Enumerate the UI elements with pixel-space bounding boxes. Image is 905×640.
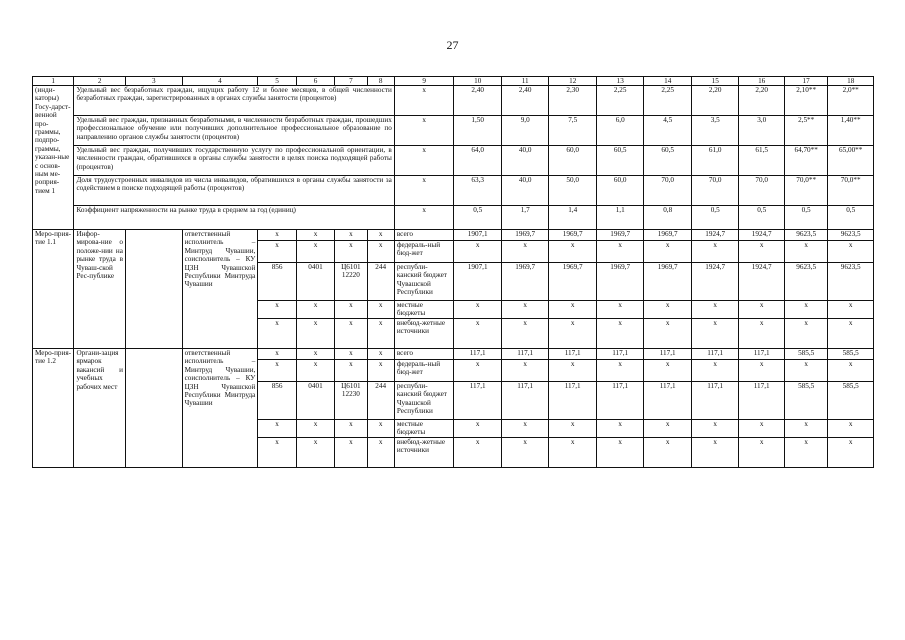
indicator-value: 63,3	[454, 176, 502, 206]
funding-value: 117,1	[691, 349, 739, 360]
budget-code: x	[367, 420, 394, 438]
budget-code: x	[335, 360, 367, 382]
funding-value: 9623,5	[784, 263, 827, 301]
funding-value: 117,1	[549, 382, 597, 420]
indicator-value: 70,0**	[828, 176, 874, 206]
indicator-value: 70,0**	[784, 176, 827, 206]
indicator-row	[33, 86, 874, 116]
indicator-value: 40,0	[501, 146, 549, 176]
funding-value: 1969,7	[549, 230, 597, 241]
indicator-value: 61,0	[691, 146, 739, 176]
measure-executor: ответственный исполнитель – Минтруд Чувашии, соисполнитель – КУ ЦЗН Чувашской Республики Минтруда Чувашии	[182, 230, 258, 349]
funding-value: x	[828, 438, 874, 468]
funding-value: 585,5	[828, 349, 874, 360]
funding-value: x	[454, 241, 502, 263]
funding-value: 9623,5	[828, 263, 874, 301]
indicator-value: 4,5	[644, 116, 692, 146]
indicator-text: Удельный вес граждан, признанных безработными, в численности безработных граждан, прошедших профессиональное обучение или получивших дополнительное профессиональное образование по направлению органов службы занятости (процентов)	[74, 116, 394, 146]
funding-value: x	[644, 319, 692, 349]
funding-value: x	[739, 301, 784, 319]
funding-value: x	[644, 241, 692, 263]
funding-value: x	[691, 360, 739, 382]
funding-source: республи-канский бюджет Чувашской Республики	[394, 263, 454, 301]
indicator-value: 2,40	[454, 86, 502, 116]
indicator-value: 1,7	[501, 206, 549, 230]
header-cell-14: 14	[644, 77, 692, 86]
funding-value: 1907,1	[454, 263, 502, 301]
measure-empty-cell	[125, 349, 182, 468]
indicator-value: 70,0	[739, 176, 784, 206]
indicator-row	[33, 116, 874, 146]
indicator-value: 0,8	[644, 206, 692, 230]
funding-value: 117,1	[549, 349, 597, 360]
indicator-value: 2,20	[691, 86, 739, 116]
budget-code: x	[258, 438, 296, 468]
measure-row	[33, 230, 874, 241]
indicator-value: 60,5	[644, 146, 692, 176]
budget-code: x	[367, 349, 394, 360]
budget-code: x	[335, 319, 367, 349]
funding-value: x	[691, 319, 739, 349]
budget-code: Ц6101 12230	[335, 382, 367, 420]
budget-code: Ц6101 12220	[335, 263, 367, 301]
budget-code: x	[367, 319, 394, 349]
funding-value: x	[644, 301, 692, 319]
header-cell-12: 12	[549, 77, 597, 86]
indicator-value: 2,25	[644, 86, 692, 116]
funding-value: x	[828, 319, 874, 349]
budget-code: 0401	[296, 263, 334, 301]
funding-value: 117,1	[644, 349, 692, 360]
budget-code: x	[258, 230, 296, 241]
indicator-text: Удельный вес граждан, получивших государственную услугу по профессиональной ориентации, в численности граждан, обратившихся в органы службы занятости в целях поиска подходящей работы (процентов)	[74, 146, 394, 176]
budget-code: 856	[258, 382, 296, 420]
funding-value: 117,1	[454, 349, 502, 360]
indicator-value: 50,0	[549, 176, 597, 206]
funding-value: 1969,7	[596, 230, 644, 241]
funding-value: 1924,7	[691, 230, 739, 241]
budget-code: 0401	[296, 382, 334, 420]
measure-label: Меро-прия-тие 1.2	[33, 349, 74, 468]
budget-code: x	[367, 438, 394, 468]
indicator-value: 2,0**	[828, 86, 874, 116]
indicator-value: 60,0	[596, 176, 644, 206]
budget-code: x	[367, 230, 394, 241]
indicator-value: 2,30	[549, 86, 597, 116]
indicator-value: 65,00**	[828, 146, 874, 176]
header-cell-10: 10	[454, 77, 502, 86]
funding-value: 9623,5	[828, 230, 874, 241]
indicator-value: 0,5	[691, 206, 739, 230]
indicator-value: 61,5	[739, 146, 784, 176]
budget-code: 856	[258, 263, 296, 301]
budget-code: x	[296, 241, 334, 263]
funding-value: x	[828, 241, 874, 263]
header-cell-6: 6	[296, 77, 334, 86]
funding-value: 117,1	[739, 382, 784, 420]
funding-source: федераль-ный бюд-жет	[394, 360, 454, 382]
indicator-value: 3,5	[691, 116, 739, 146]
header-cell-11: 11	[501, 77, 549, 86]
funding-value: x	[454, 319, 502, 349]
indicators-label: (инди-каторы) Госу-дарст-венной про-граммы, подпро-граммы, указан-ные с основ-ным ме-роприя-тием 1	[33, 86, 74, 230]
funding-value: x	[739, 241, 784, 263]
indicator-value: 2,40	[501, 86, 549, 116]
funding-value: 585,5	[828, 382, 874, 420]
budget-code: x	[296, 438, 334, 468]
measure-executor: ответственный исполнитель – Минтруд Чувашии, соисполнитель – КУ ЦЗН Чувашской Республики Минтруда Чувашии	[182, 349, 258, 468]
measure-row	[33, 349, 874, 360]
program-table	[32, 76, 874, 468]
indicator-unit: x	[394, 206, 454, 230]
funding-value: 117,1	[644, 382, 692, 420]
budget-code: x	[258, 420, 296, 438]
funding-value: x	[549, 241, 597, 263]
budget-code: x	[367, 301, 394, 319]
indicator-unit: x	[394, 116, 454, 146]
indicator-value: 60,5	[596, 146, 644, 176]
budget-code: x	[335, 438, 367, 468]
funding-value: x	[549, 301, 597, 319]
funding-value: x	[596, 319, 644, 349]
funding-value: x	[596, 420, 644, 438]
indicator-row	[33, 146, 874, 176]
indicator-value: 70,0	[644, 176, 692, 206]
funding-source: республи-канский бюджет Чувашской Республики	[394, 382, 454, 420]
indicator-value: 1,50	[454, 116, 502, 146]
measure-name: Инфор-мирова-ние о положе-нии на рынке труда в Чуваш-ской Рес-публике	[74, 230, 126, 349]
funding-value: 1969,7	[596, 263, 644, 301]
budget-code: x	[258, 349, 296, 360]
funding-value: x	[596, 301, 644, 319]
funding-value: x	[454, 301, 502, 319]
funding-value: 1924,7	[691, 263, 739, 301]
funding-value: 1969,7	[501, 230, 549, 241]
funding-value: 117,1	[501, 382, 549, 420]
funding-value: x	[501, 420, 549, 438]
indicator-text: Удельный вес безработных граждан, ищущих работу 12 и более месяцев, в общей численности безработных граждан, зарегистрированных в органах службы занятости (процентов)	[74, 86, 394, 116]
budget-code: x	[335, 241, 367, 263]
budget-code: x	[296, 420, 334, 438]
funding-value: x	[454, 438, 502, 468]
funding-value: 1969,7	[549, 263, 597, 301]
budget-code: x	[335, 420, 367, 438]
funding-value: 117,1	[596, 349, 644, 360]
funding-value: x	[739, 360, 784, 382]
indicator-value: 9,0	[501, 116, 549, 146]
funding-value: x	[454, 420, 502, 438]
indicator-row	[33, 176, 874, 206]
funding-source: внебюд-жетные источники	[394, 319, 454, 349]
funding-source: местные бюджеты	[394, 301, 454, 319]
indicator-value: 0,5	[828, 206, 874, 230]
funding-value: 117,1	[739, 349, 784, 360]
funding-value: x	[784, 438, 827, 468]
funding-value: x	[549, 420, 597, 438]
funding-source: федераль-ный бюд-жет	[394, 241, 454, 263]
funding-source: всего	[394, 349, 454, 360]
header-cell-8: 8	[367, 77, 394, 86]
header-cell-15: 15	[691, 77, 739, 86]
indicator-unit: x	[394, 86, 454, 116]
indicator-value: 2,5**	[784, 116, 827, 146]
funding-source: всего	[394, 230, 454, 241]
funding-value: x	[501, 319, 549, 349]
funding-value: x	[596, 241, 644, 263]
funding-value: x	[828, 360, 874, 382]
funding-value: x	[828, 420, 874, 438]
indicator-value: 0,5	[784, 206, 827, 230]
funding-value: x	[784, 301, 827, 319]
budget-code: x	[296, 301, 334, 319]
funding-value: x	[596, 438, 644, 468]
funding-value: 585,5	[784, 349, 827, 360]
page-number: 27	[446, 38, 459, 52]
funding-value: x	[549, 360, 597, 382]
header-row	[33, 77, 874, 86]
funding-value: x	[644, 420, 692, 438]
indicator-value: 0,5	[454, 206, 502, 230]
funding-value: 1924,7	[739, 230, 784, 241]
indicator-value: 64,70**	[784, 146, 827, 176]
funding-value: 1924,7	[739, 263, 784, 301]
funding-value: x	[691, 438, 739, 468]
indicator-value: 6,0	[596, 116, 644, 146]
funding-value: 117,1	[596, 382, 644, 420]
indicator-unit: x	[394, 146, 454, 176]
funding-value: 1969,7	[644, 263, 692, 301]
funding-value: x	[501, 438, 549, 468]
funding-value: x	[549, 319, 597, 349]
budget-code: x	[296, 319, 334, 349]
funding-value: x	[501, 241, 549, 263]
funding-value: x	[501, 360, 549, 382]
funding-value: x	[454, 360, 502, 382]
funding-value: 585,5	[784, 382, 827, 420]
header-cell-18: 18	[828, 77, 874, 86]
funding-value: x	[644, 360, 692, 382]
funding-source: местные бюджеты	[394, 420, 454, 438]
budget-code: x	[296, 349, 334, 360]
funding-value: x	[644, 438, 692, 468]
funding-value: x	[784, 420, 827, 438]
indicator-value: 0,5	[739, 206, 784, 230]
budget-code: x	[296, 360, 334, 382]
indicator-value: 1,40**	[828, 116, 874, 146]
indicator-value: 2,10**	[784, 86, 827, 116]
funding-value: x	[596, 360, 644, 382]
indicator-text: Доля трудоустроенных инвалидов из числа инвалидов, обратившихся в органы службы занятости за содействием в поиске подходящей работы (процентов)	[74, 176, 394, 206]
indicator-value: 40,0	[501, 176, 549, 206]
funding-value: x	[784, 241, 827, 263]
funding-value: 117,1	[691, 382, 739, 420]
budget-code: x	[258, 360, 296, 382]
indicator-value: 60,0	[549, 146, 597, 176]
budget-code: x	[367, 241, 394, 263]
funding-value: 1907,1	[454, 230, 502, 241]
funding-value: 9623,5	[784, 230, 827, 241]
measure-empty-cell	[125, 230, 182, 349]
funding-value: 117,1	[501, 349, 549, 360]
funding-value: x	[784, 319, 827, 349]
funding-value: 117,1	[454, 382, 502, 420]
header-cell-4: 4	[182, 77, 258, 86]
budget-code: x	[335, 230, 367, 241]
funding-value: x	[739, 438, 784, 468]
budget-code: 244	[367, 382, 394, 420]
header-cell-2: 2	[74, 77, 126, 86]
header-cell-9: 9	[394, 77, 454, 86]
budget-code: x	[296, 230, 334, 241]
funding-value: 1969,7	[644, 230, 692, 241]
header-cell-13: 13	[596, 77, 644, 86]
budget-code: x	[258, 301, 296, 319]
indicator-value: 70,0	[691, 176, 739, 206]
budget-code: x	[258, 241, 296, 263]
budget-code: x	[335, 301, 367, 319]
indicator-text: Коэффициент напряженности на рынке труда в среднем за год (единиц)	[74, 206, 394, 230]
measure-name: Органи-зация ярмарок вакансий и учебных рабочих мест	[74, 349, 126, 468]
budget-code: x	[335, 349, 367, 360]
funding-value: x	[691, 420, 739, 438]
budget-code: 244	[367, 263, 394, 301]
funding-value: x	[739, 420, 784, 438]
header-cell-7: 7	[335, 77, 367, 86]
budget-code: x	[258, 319, 296, 349]
indicator-value: 1,4	[549, 206, 597, 230]
funding-value: x	[739, 319, 784, 349]
measure-label: Меро-прия-тие 1.1	[33, 230, 74, 349]
header-cell-5: 5	[258, 77, 296, 86]
header-cell-16: 16	[739, 77, 784, 86]
funding-value: x	[549, 438, 597, 468]
header-cell-1: 1	[33, 77, 74, 86]
funding-value: x	[784, 360, 827, 382]
indicator-value: 2,25	[596, 86, 644, 116]
indicator-value: 64,0	[454, 146, 502, 176]
indicator-value: 7,5	[549, 116, 597, 146]
header-cell-17: 17	[784, 77, 827, 86]
funding-value: 1969,7	[501, 263, 549, 301]
funding-value: x	[501, 301, 549, 319]
indicator-value: 3,0	[739, 116, 784, 146]
funding-source: внебюд-жетные источники	[394, 438, 454, 468]
funding-value: x	[691, 301, 739, 319]
indicator-value: 1,1	[596, 206, 644, 230]
funding-value: x	[828, 301, 874, 319]
header-cell-3: 3	[125, 77, 182, 86]
indicator-row	[33, 206, 874, 230]
indicator-unit: x	[394, 176, 454, 206]
budget-code: x	[367, 360, 394, 382]
funding-value: x	[691, 241, 739, 263]
indicator-value: 2,20	[739, 86, 784, 116]
